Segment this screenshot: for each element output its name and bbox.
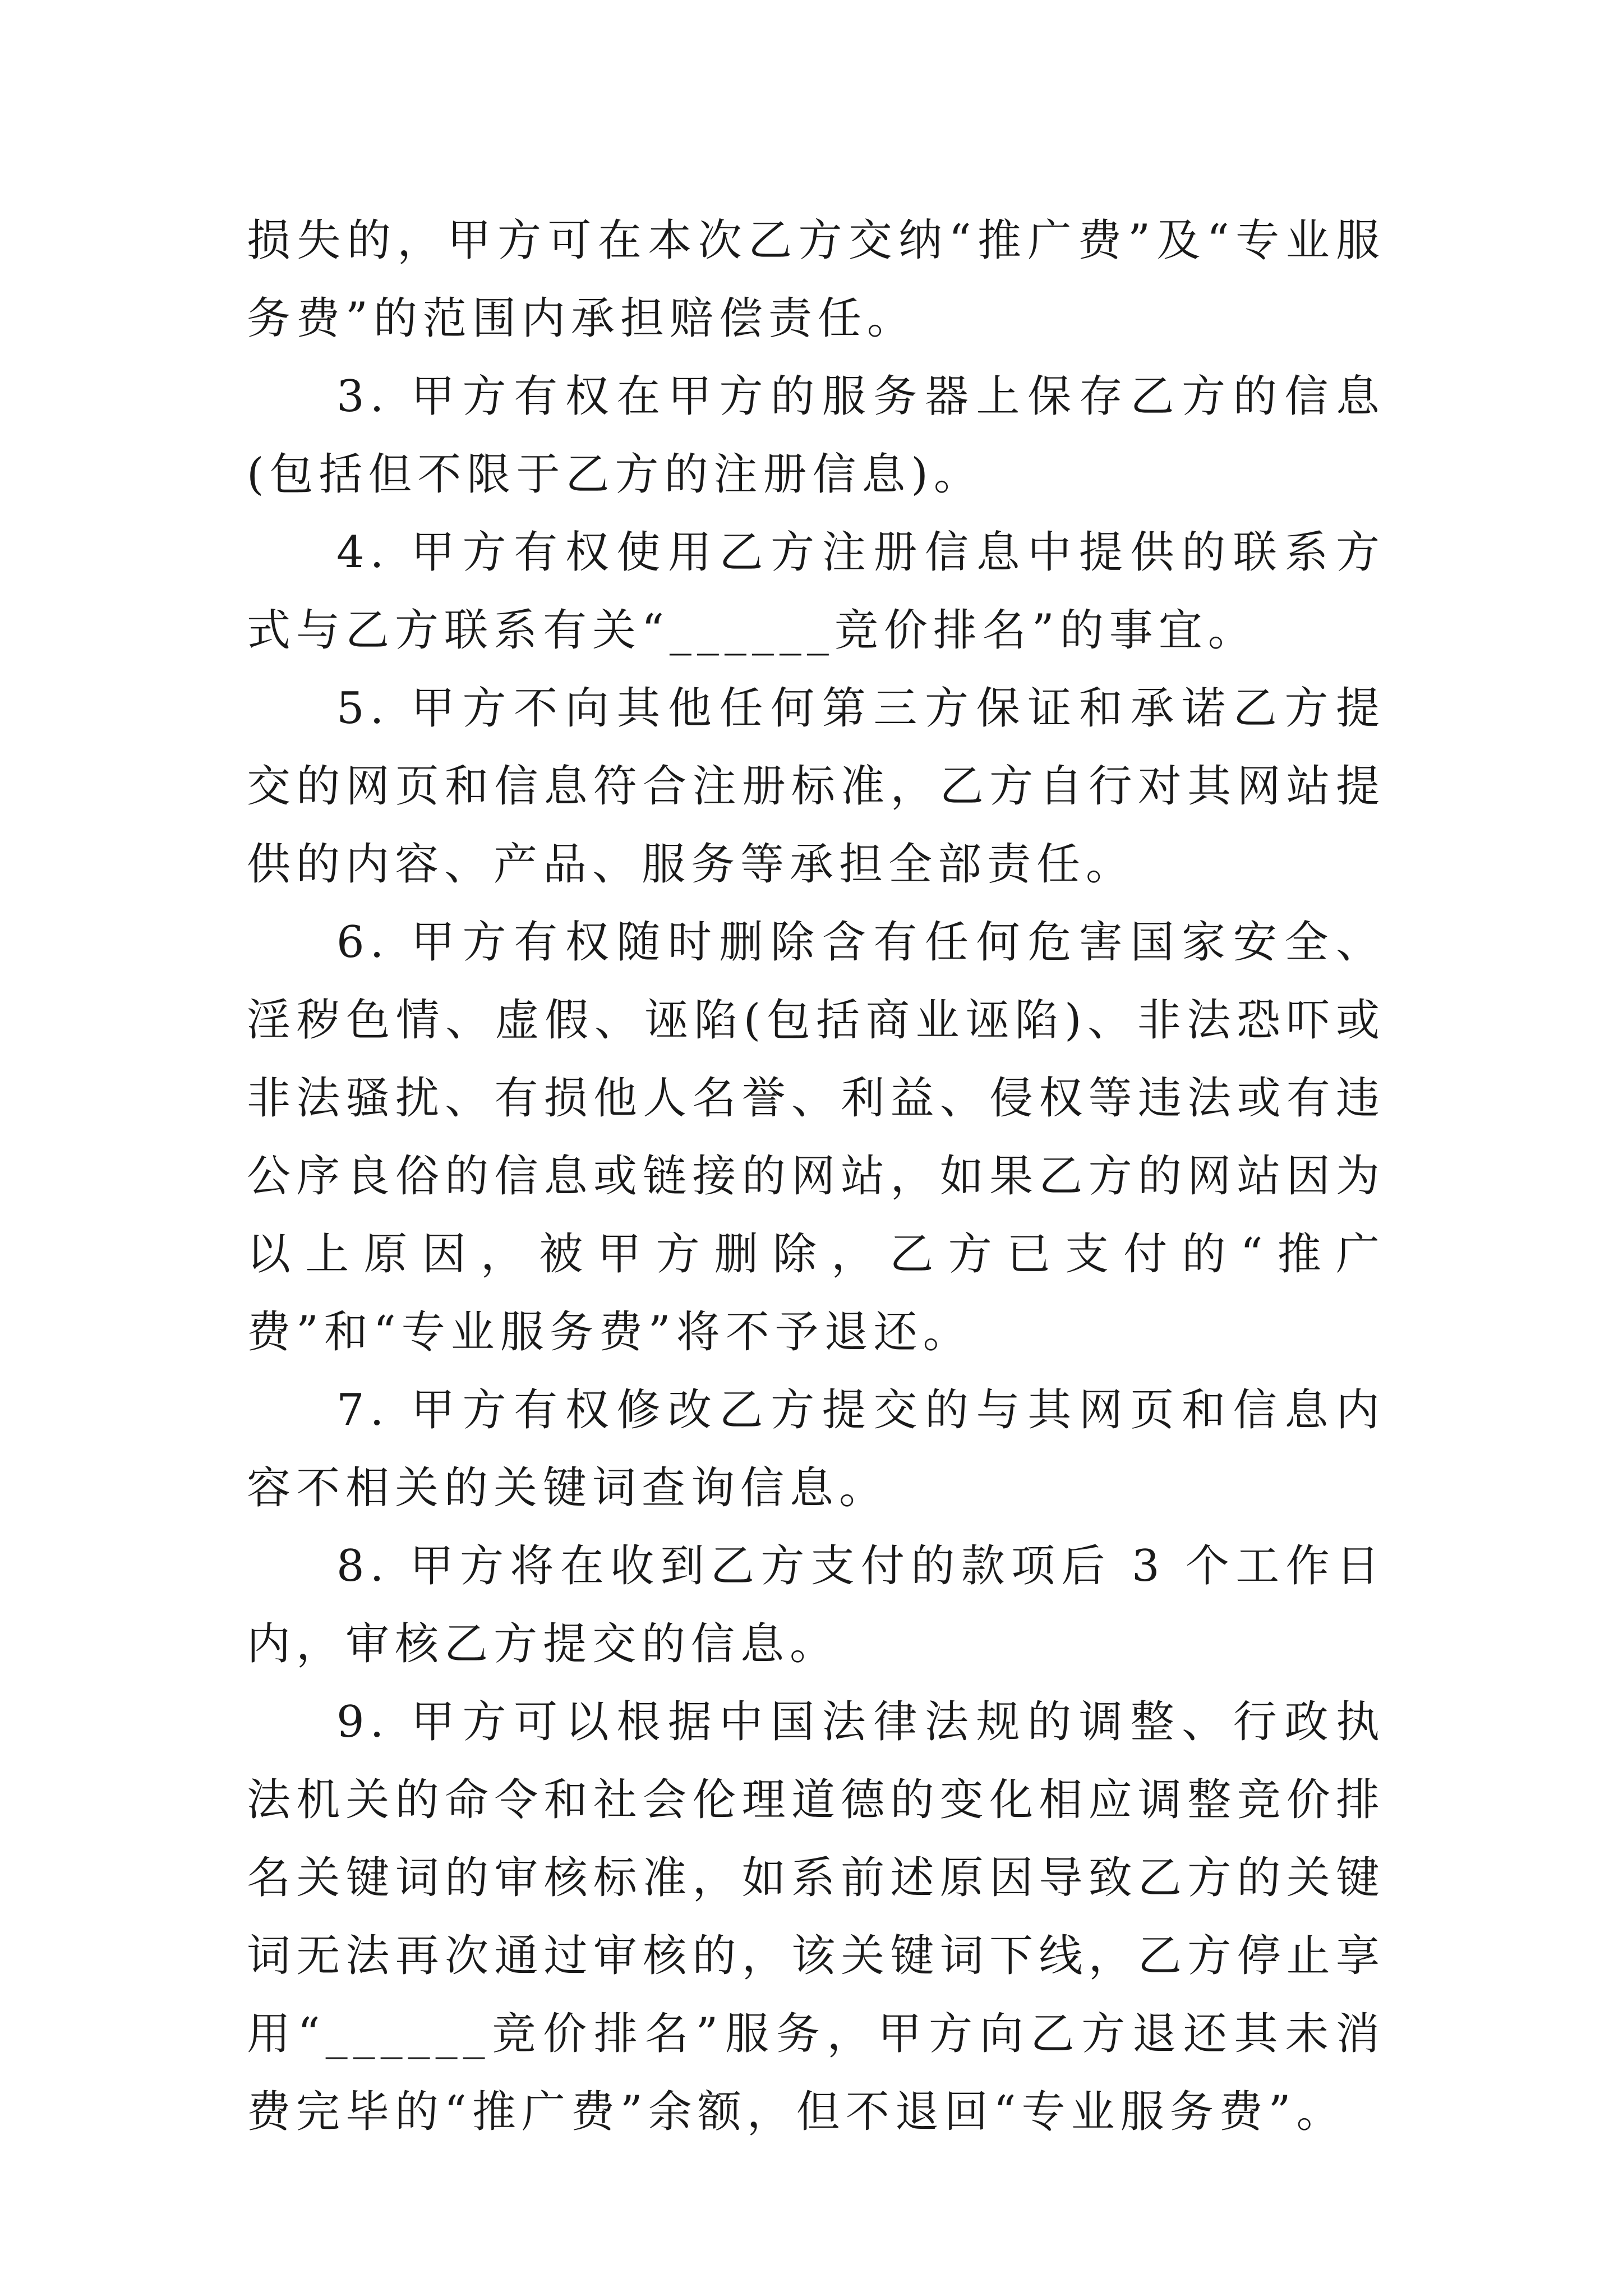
paragraph-clause-7: 7. 甲方有权修改乙方提交的与其网页和信息内容不相关的关键词查询信息。 — [247, 1385, 1385, 1513]
document-body — [247, 202, 1385, 2151]
paragraph-continuation: 损失的，甲方可在本次乙方交纳“推广费”及“专业服务费”的范围内承担赔偿责任。 — [247, 215, 1385, 344]
paragraph-clause-4: 4. 甲方有权使用乙方注册信息中提供的联系方式与乙方联系有关“______竞价排名”的事宜。 — [247, 527, 1385, 656]
paragraph-clause-8: 8. 甲方将在收到乙方支付的款项后 3 个工作日内，审核乙方提交的信息。 — [247, 1541, 1385, 1669]
paragraph-clause-6: 6. 甲方有权随时删除含有任何危害国家安全、淫秽色情、虚假、诬陷(包括商业诬陷)、非法恐吓或非法骚扰、有损他人名誉、利益、侵权等违法或有违公序良俗的信息或链接的网站，如果乙方的网站因为以上原因，被甲方删除，乙方已支付的“推广费”和“专业服务费”将不予退还。 — [247, 917, 1385, 1358]
paragraph-clause-5: 5. 甲方不向其他任何第三方保证和承诺乙方提交的网页和信息符合注册标准，乙方自行对其网站提供的内容、产品、服务等承担全部责任。 — [247, 683, 1385, 890]
paragraph-clause-9: 9. 甲方可以根据中国法律法规的调整、行政执法机关的命令和社会伦理道德的变化相应调整竞价排名关键词的审核标准，如系前述原因导致乙方的关键词无法再次通过审核的，该关键词下线，乙方停止享用“______竞价排名”服务，甲方向乙方退还其未消费完毕的“推广费”余额，但不退回“专业服务费”。 — [247, 1697, 1385, 2137]
paragraph-clause-3: 3. 甲方有权在甲方的服务器上保存乙方的信息(包括但不限于乙方的注册信息)。 — [247, 371, 1385, 500]
